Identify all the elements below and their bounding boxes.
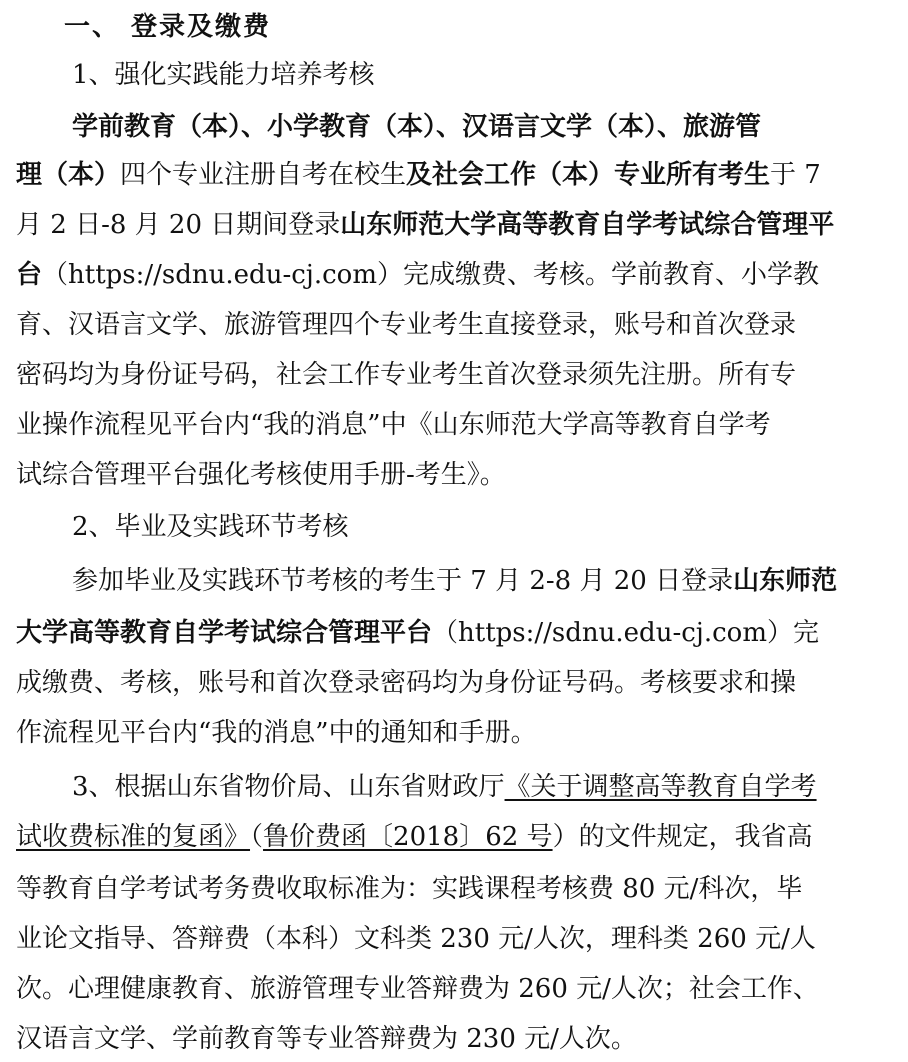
fee-document-link-b[interactable]: 试收费标准的复函》 <box>16 822 251 852</box>
part1-line-3 <box>16 208 896 242</box>
part3-line-6: 汉语言文学、学前教育等专业答辩费为 230 元/人次。 <box>16 1024 637 1054</box>
fee-document-number-link[interactable]: 鲁价费函〔2018〕62 号 <box>263 822 553 852</box>
platform-url-link-2[interactable]: （https://sdnu.edu-cj.com）完 <box>432 618 819 648</box>
part3-line-5: 次。心理健康教育、旅游管理专业答辩费为 260 元/人次；社会工作、 <box>16 974 819 1004</box>
part2-line-2 <box>16 616 896 650</box>
part1-title: 1、强化实践能力培养考核 <box>72 60 375 90</box>
section-heading: 一、 登录及缴费 <box>64 12 272 42</box>
part1-line-3-normal: 月 2 日-8 月 20 日期间登录 <box>16 210 341 240</box>
part1-line-2-bold-a: 理（本） <box>16 160 121 190</box>
part3-line-1-normal: 3、根据山东省物价局、山东省财政厅 <box>72 772 505 802</box>
part3-line-3: 等教育自学考试考务费收取标准为：实践课程考核费 80 元/科次，毕 <box>16 874 803 904</box>
part1-line-2 <box>16 158 896 192</box>
part1-line-2-normal: 四个专业注册自考在校生 <box>120 160 407 190</box>
part1-line-1: 学前教育（本）、小学教育（本）、汉语言文学（本）、旅游管 <box>72 112 762 142</box>
part3-line-1 <box>72 770 896 804</box>
part1-line-2-bold-b: 及社会工作（本）专业所有考生 <box>406 160 771 190</box>
part1-line-8: 试综合管理平台强化考核使用手册-考生》。 <box>16 460 506 490</box>
part2-line-2-bold: 大学高等教育自学考试综合管理平台 <box>16 618 433 648</box>
part1-line-4-bold: 台 <box>16 260 43 290</box>
part1-line-6: 密码均为身份证号码，社会工作专业考生首次登录须先注册。所有专 <box>16 360 797 390</box>
part3-line-2-mid: （ <box>250 822 264 852</box>
part2-line-4: 作流程见平台内“我的消息”中的通知和手册。 <box>16 718 537 748</box>
part2-title: 2、毕业及实践环节考核 <box>72 512 349 542</box>
part1-line-7: 业操作流程见平台内“我的消息”中《山东师范大学高等教育自学考 <box>16 410 771 440</box>
part3-line-2-tail: ）的文件规定，我省高 <box>552 822 813 852</box>
part3-line-4: 业论文指导、答辩费（本科）文科类 230 元/人次，理科类 260 元/人 <box>16 924 816 954</box>
part2-line-1-normal: 参加毕业及实践环节考核的考生于 7 月 2-8 月 20 日登录 <box>72 566 734 596</box>
part1-line-4 <box>16 258 896 292</box>
part1-line-5: 育、汉语言文学、旅游管理四个专业考生直接登录，账号和首次登录 <box>16 310 797 340</box>
part1-line-3-bold: 山东师范大学高等教育自学考试综合管理平 <box>340 210 835 240</box>
platform-url-link-1[interactable]: （https://sdnu.edu-cj.com）完成缴费、考核。学前教育、小学教 <box>42 260 819 290</box>
part2-line-3: 成缴费、考核，账号和首次登录密码均为身份证号码。考核要求和操 <box>16 668 797 698</box>
part2-line-1 <box>72 564 896 598</box>
fee-document-link-a[interactable]: 《关于调整高等教育自学考 <box>504 772 817 802</box>
part1-line-2-tail: 于 7 <box>770 160 821 190</box>
part2-line-1-bold: 山东师范 <box>733 566 838 596</box>
part3-line-2 <box>16 820 896 854</box>
